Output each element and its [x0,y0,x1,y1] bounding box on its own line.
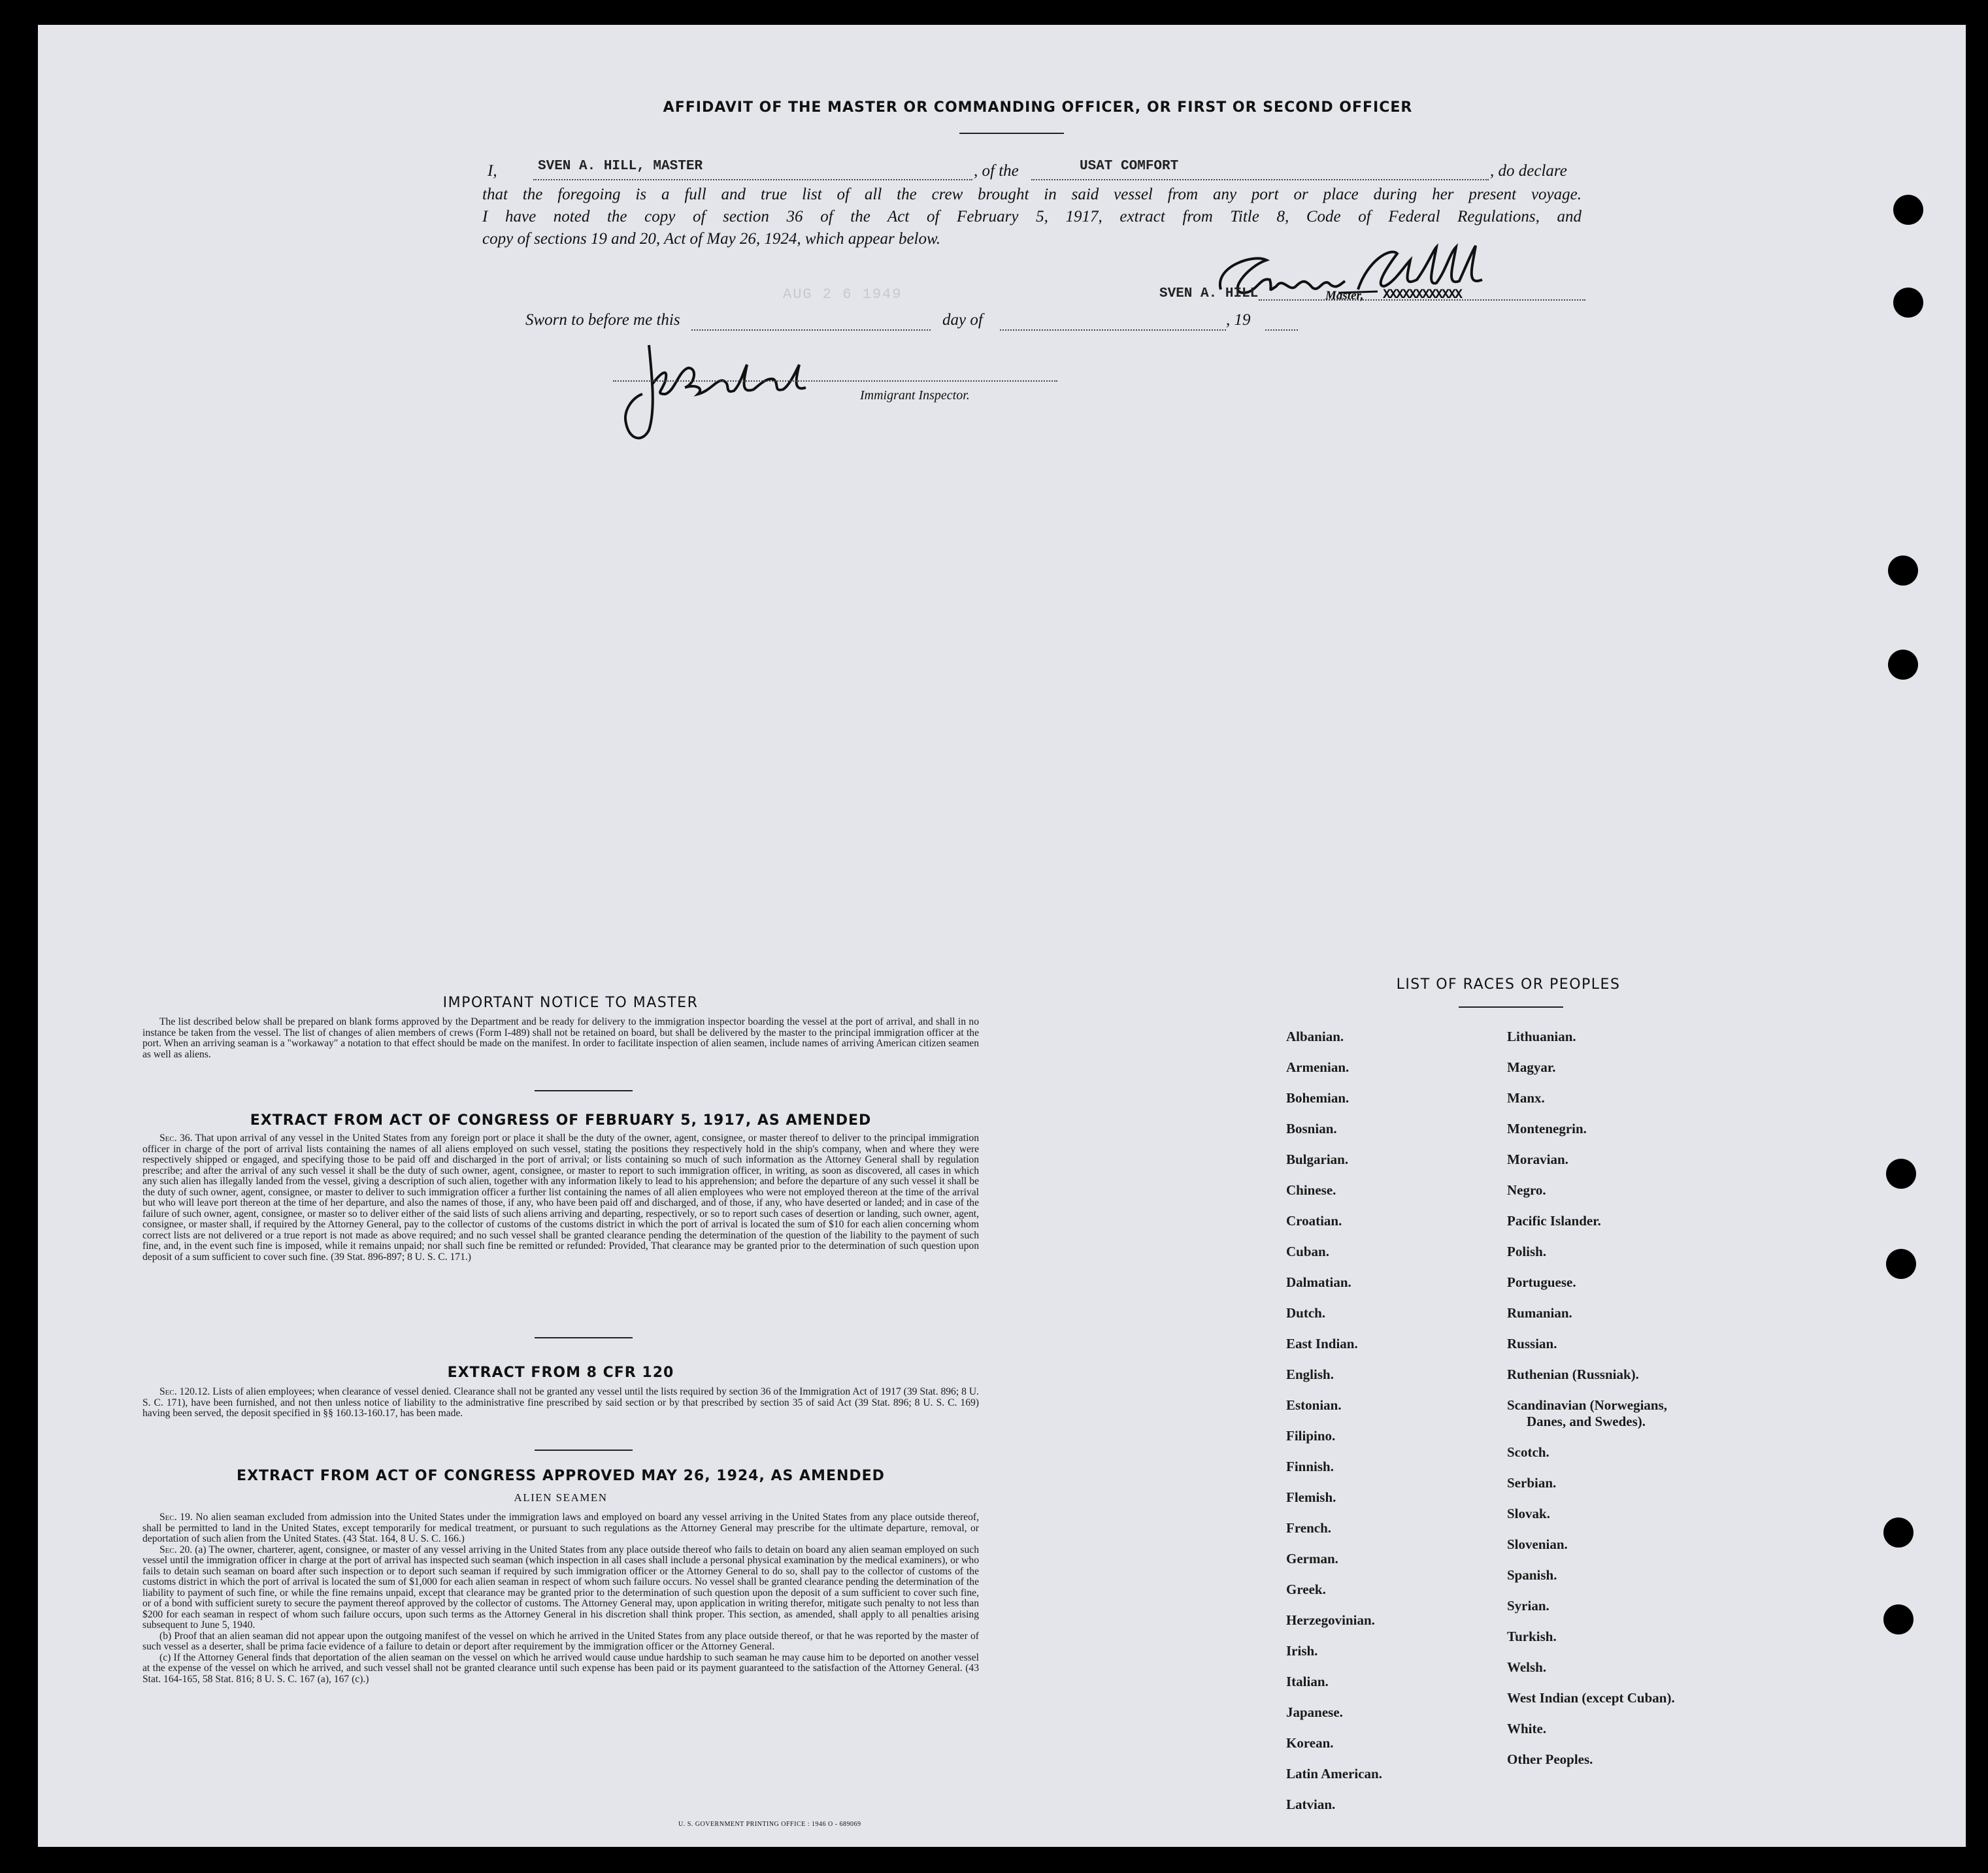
race-item: Albanian. [1286,1029,1344,1044]
inspector-line [613,380,1057,382]
race-item: Danes, and Swedes). [1527,1414,1646,1429]
notice-rule [535,1090,633,1091]
sec-20b-text: (b) Proof that an alien seaman did not appear upon the outgoing manifest of the vessel on which he arrived in the United States from any place outside thereof, or that he was reported by the master of such vessel as a deserter, shall be prima facie evidence of a failure to detain or deport after requirement by the immigration officer or the Attorney General. [142,1630,979,1652]
notice-paragraph: The list described below shall be prepared on blank forms approved by the Department and be ready for delivery to the immigration inspector boarding the vessel at the port of arrival, and shall in no instance be taken from the vessel. The list of changes of alien members of crews (Form I-489) shall not be retained on board, but shall be delivered by the master to the principal immigration officer at the port. When an arriving seaman is a "workaway" a notation to that effect should be made on the manifest. In order to facilitate inspection of alien seamen, include names of arriving American citizen seamen as well as aliens. [142,1016,979,1060]
race-item: Italian. [1286,1674,1329,1689]
race-item: Moravian. [1507,1152,1568,1167]
punch-hole [1893,195,1923,225]
affidavit-line-3: I have noted the copy of section 36 of the Act of February 5, 1917, extract from Title 8, Code of Federal Regulations, and [482,208,1582,225]
master-name-line [533,179,972,180]
race-item: Other Peoples. [1507,1751,1593,1767]
sec-120-text: Lists of alien employees; when clearance of vessel denied. Clearance shall not be granted any vessel until the lists required by section 36 of the Immigration Act of 1917 (39 Stat. 896; 8 U. S. C. 171), have been furnished, and not then unless notice of liability to the administrative fine prescribed by said section or by that prescribed by section 35 of said Act (39 Stat. 896; 8 U. S. C. 169) having been served, the deposit specified in §§ 160.13-160.17, has been made. [142,1386,979,1419]
extract-1917-text [142,1133,979,1263]
extract-1924-title: EXTRACT FROM ACT OF CONGRESS APPROVED MAY 26, 1924, AS AMENDED [237,1468,885,1484]
sworn-month-line [1000,329,1226,331]
sworn-day-line [691,329,931,331]
form-page [38,25,1966,1847]
race-item: Russian. [1507,1336,1557,1351]
year-line [1265,329,1298,331]
race-item: Latvian. [1286,1797,1336,1812]
sec-19-text: No alien seaman excluded from admission into the United States under the immigration laws and employed on board any vessel arriving in the United States from any place outside thereof, shall be permitted to land in the United States, except temporarily for medical treatment, or pursuant to such regulations as the Attorney General may prescribe for the ultimate departure, removal, or deportation of such alien from the United States. (43 Stat. 164, 8 U. S. C. 166.) [142,1512,979,1544]
race-item: Magyar. [1507,1059,1556,1075]
race-item: Lithuanian. [1507,1029,1576,1044]
gpo-imprint: U. S. GOVERNMENT PRINTING OFFICE : 1946 O - 689069 [678,1821,861,1828]
race-item: Latin American. [1286,1766,1382,1782]
inspector-label: Immigrant Inspector. [860,388,970,403]
race-item: Armenian. [1286,1059,1350,1075]
race-item: Dalmatian. [1286,1274,1351,1290]
race-item: Portuguese. [1507,1274,1576,1290]
races-title: LIST OF RACES OR PEOPLES [1396,976,1621,993]
race-item: Turkish. [1507,1629,1557,1644]
affidavit-title: AFFIDAVIT OF THE MASTER OR COMMANDING OFFICER, OR FIRST OR SECOND OFFICER [663,99,1413,116]
race-item: Ruthenian (Russniak). [1507,1367,1639,1382]
race-item: Croatian. [1286,1213,1342,1229]
sec-36-text: That upon arrival of any vessel in the United States from any foreign port or place it shall be the duty of the owner, agent, consignee, or master thereof to deliver to the principal immigration officer in charge of the port of arrival lists containing the names of all aliens employed on such vessel, stating the positions they respectively hold in the ship's company, when and where they were respectively shipped or engaged, and specifying those to be paid off and discharged in the port of arrival; or lists containing so much of such information as the Attorney General shall by regulation prescribe; and after the arrival of any such vessel it shall be the duty of such owner, agent, consignee, or master to report to such immigration officer, in writing, as soon as discovered, all cases in which any such alien has illegally landed from the vessel, giving a description of such alien, together with any information likely to lead to his apprehension; and before the departure of any such vessel it shall be the duty of such owner, agent, consignee, or master to deliver to such immigration officer a further list containing the names of all alien employees who were not employed thereon at the time of the arrival but who will leave port thereon at the time of her departure, and also the names of those, if any, who have been paid off and discharged, and of those, if any, who have deserted or landed; and in case of the failure of such owner, agent, consignee, or master so to deliver either of the said lists of such aliens arriving and departing, respectively, or so to report such cases of desertion or landing, such owner, agent, consignee, or master shall, if required by the Attorney General, pay to the collector of customs of the customs district in which the port of arrival is located the sum of $10 for each alien concerning whom correct lists are not delivered or a true report is not made as above required; and no such vessel shall be granted clearance pending the determination of the question of the liability to the payment of such fine, and, in the event such fine is imposed, while it remains unpaid; nor shall such fine be remitted or refunded: Provided, That clearance may be granted prior to the determination of such question upon deposit of a sum sufficient to cover such fine. (39 Stat. 896-897; 8 U. S. C. 171.) [142,1133,979,1263]
race-item: Slovenian. [1507,1536,1568,1552]
race-item: Serbian. [1507,1475,1557,1491]
sec-120-label: Sec. 120.12. [159,1386,210,1397]
race-item: Irish. [1286,1643,1318,1659]
race-item: Spanish. [1507,1567,1557,1583]
punch-hole [1883,1517,1913,1548]
race-item: Pacific Islander. [1507,1213,1601,1229]
race-item: English. [1286,1367,1334,1382]
extract-1917-rule [535,1337,633,1338]
race-item: Korean. [1286,1735,1334,1751]
race-item: Herzegovinian. [1286,1612,1375,1628]
race-item: Rumanian. [1507,1305,1572,1321]
alien-seamen-subtitle: ALIEN SEAMEN [514,1491,608,1504]
race-item: Bulgarian. [1286,1152,1349,1167]
race-item: Estonian. [1286,1397,1342,1413]
race-item: Chinese. [1286,1182,1336,1198]
race-item: Greek. [1286,1582,1326,1597]
sec-20c-text: (c) If the Attorney General finds that deportation of the alien seaman on the vessel on which he arrived would cause undue hardship to such seaman he may cause him to be deported on another vessel at the expense of the vessel on which he arrived, and such vessel shall not be granted clearance until such expense has been paid or its payment guaranteed to the satisfaction of the Attorney General. (43 Stat. 164-165, 58 Stat. 816; 8 U. S. C. 167 (a), 167 (c).) [142,1651,979,1685]
day-of-label: day of [942,311,983,329]
race-item: West Indian (except Cuban). [1507,1690,1675,1706]
punch-hole [1886,1159,1916,1189]
race-item: Filipino. [1286,1428,1336,1444]
sworn-label: Sworn to before me this [525,311,680,329]
master-name-typed: SVEN A. HILL, MASTER [538,159,703,174]
punch-hole [1888,555,1918,586]
race-item: Scandinavian (Norwegians, [1507,1397,1668,1413]
race-item: Cuban. [1286,1244,1329,1259]
races-rule [1459,1006,1563,1008]
race-item: French. [1286,1520,1332,1536]
race-item: White. [1507,1721,1547,1736]
sec-36-label: Sec. 36. [159,1133,193,1144]
race-item: German. [1286,1551,1338,1566]
punch-hole [1893,288,1923,318]
extract-1917-title: EXTRACT FROM ACT OF CONGRESS OF FEBRUARY 5, 1917, AS AMENDED [250,1112,872,1129]
do-declare-label: , do declare [1490,162,1567,180]
race-item: Welsh. [1507,1659,1547,1675]
notice-title: IMPORTANT NOTICE TO MASTER [442,995,699,1011]
race-item: Polish. [1507,1244,1547,1259]
race-item: Dutch. [1286,1305,1326,1321]
title-rule [959,133,1064,134]
vessel-name-typed: USAT COMFORT [1080,159,1179,174]
notice-text [142,1017,979,1060]
race-item: Japanese. [1286,1704,1343,1720]
race-item: Montenegrin. [1507,1121,1587,1136]
of-the-label: , of the [974,162,1019,180]
date-stamp: AUG 2 6 1949 [783,286,903,303]
signer-name-typed: SVEN A. HILL [1159,286,1259,301]
race-item: East Indian. [1286,1336,1358,1351]
race-item: Flemish. [1286,1489,1336,1505]
race-item: Finnish. [1286,1459,1334,1474]
extract-1924-text [142,1512,979,1685]
race-item: Bohemian. [1286,1090,1350,1106]
affidavit-i-label: I, [488,162,497,180]
extract-cfr-text [142,1387,979,1419]
extract-cfr-rule [535,1450,633,1451]
race-item: Scotch. [1507,1444,1549,1460]
sec-19-label: Sec. 19. [159,1512,193,1523]
master-label: Master, [1325,289,1364,303]
race-item: Bosnian. [1286,1121,1337,1136]
vessel-name-line [1031,179,1489,180]
struck-officer-text: XXXXXXXXXXXX [1383,288,1462,303]
punch-hole [1886,1249,1916,1279]
race-item: Slovak. [1507,1506,1550,1521]
punch-hole [1883,1604,1913,1634]
year-label: , 19 [1226,311,1251,329]
inspector-signature [613,332,835,456]
extract-cfr-title: EXTRACT FROM 8 CFR 120 [447,1365,674,1381]
sec-20-label: Sec. 20. [159,1544,193,1555]
race-item: Negro. [1507,1182,1546,1198]
race-item: Syrian. [1507,1598,1549,1614]
race-item: Manx. [1507,1090,1545,1106]
punch-hole [1888,650,1918,680]
sec-20a-text: (a) The owner, charterer, agent, consignee, or master of any vessel arriving in the United States from any place outside thereof who fails to detain on board any alien seaman employed on such vessel until the immigration officer in charge at the port of arrival has inspected such seaman (which inspection in all cases shall include a personal physical examination by the medical examiners), or who fails to detain such seaman on board after such inspection or to deport such seaman if required by such immigration officer or the Attorney General to do so, shall pay to the collector of customs of the customs district in which the port of arrival is located the sum of $1,000 for each alien seaman in respect of whom such failure occurs. No vessel shall be granted clearance pending the determination of the liability to payment of such fine, or while the fine remains unpaid, except that clearance may be granted prior to the determination of such question upon the deposit of a sum sufficient to cover such fine, or of a bond with sufficient surety to secure the payment thereof approved by the collector of customs. The Attorney General may, upon application in writing therefor, mitigate such penalty to not less than $200 for each seaman in respect of whom such failure occurs, upon such terms as the Attorney General in his discretion shall think proper. This section, as amended, shall apply to all penalties arising subsequent to June 5, 1940. [142,1544,979,1631]
affidavit-line-2: that the foregoing is a full and true list of all the crew brought in said vessel from any port or place during her present voyage. [482,186,1582,203]
affidavit-line-4: copy of sections 19 and 20, Act of May 26, 1924, which appear below. [482,230,941,248]
